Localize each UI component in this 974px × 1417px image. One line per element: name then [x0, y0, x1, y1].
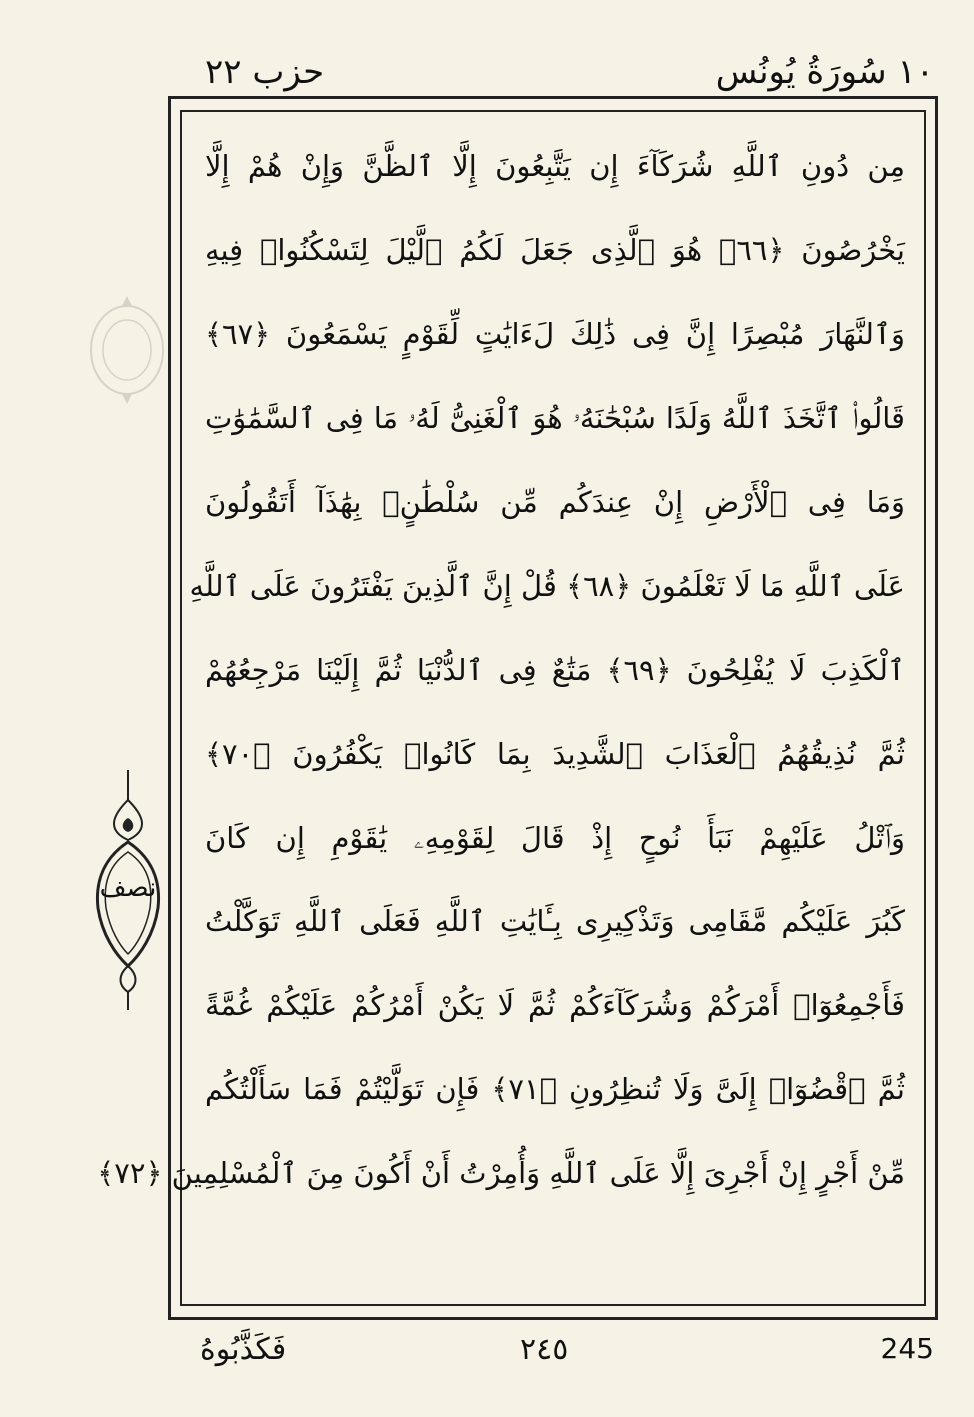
catchword: فَكَذَّبُوهُ [200, 1332, 287, 1367]
page-footer [0, 1332, 974, 1382]
text-line-8: ثُمَّ نُذِيقُهُمُ ٱلْعَذَابَ ٱلشَّدِيدَ بِمَا كَانُوا۟ يَكْفُرُونَ ﴿٧٠﴾ [205, 736, 905, 771]
page-number-arabic: ٢٤٥ [520, 1332, 569, 1367]
hizb-label: حزب ٢٢ [205, 52, 325, 92]
text-line-13: مِّنْ أَجْرٍ إِنْ أَجْرِىَ إِلَّا عَلَى ٱللَّهِ وَأُمِرْتُ أَنْ أَكُونَ مِنَ ٱلْمُسْلِمِينَ ﴿٧٢﴾ [97, 1156, 905, 1191]
text-line-14 [205, 1216, 905, 1300]
text-line-7: ٱلْكَذِبَ لَا يُفْلِحُونَ ﴿٦٩﴾ مَتَٰعٌ فِى ٱلدُّنْيَا ثُمَّ إِلَيْنَا مَرْجِعُهُمْ [205, 652, 905, 687]
text-line-2: يَخْرُصُونَ ﴿٦٦﴾ هُوَ ٱلَّذِى جَعَلَ لَكُمُ ٱلَّيْلَ لِتَسْكُنُوا۟ فِيهِ [205, 233, 905, 268]
hizb-half-marker [88, 770, 168, 1010]
text-line-3: وَٱلنَّهَارَ مُبْصِرًا إِنَّ فِى ذَٰلِكَ لَءَايَٰتٍ لِّقَوْمٍ يَسْمَعُونَ ﴿٦٧﴾ [205, 317, 905, 352]
faded-ornament-icon [82, 290, 172, 410]
hizb-half-label: نصف [99, 873, 157, 903]
text-line-9: وَٱتْلُ عَلَيْهِمْ نَبَأَ نُوحٍ إِذْ قَالَ لِقَوْمِهِۦ يَٰقَوْمِ إِن كَانَ [205, 820, 905, 855]
page-header [0, 48, 974, 98]
text-line-12: ثُمَّ ٱقْضُوٓا۟ إِلَىَّ وَلَا تُنظِرُونِ ﴿٧١﴾ فَإِن تَوَلَّيْتُمْ فَمَا سَأَلْتُكُم [205, 1072, 905, 1107]
text-line-4: قَالُوا۟ ٱتَّخَذَ ٱللَّهُ وَلَدًا سُبْحَٰنَهُۥ هُوَ ٱلْغَنِىُّ لَهُۥ مَا فِى ٱلسَّمَٰوَٰتِ [205, 401, 905, 436]
text-line-1: مِن دُونِ ٱللَّهِ شُرَكَآءَ إِن يَتَّبِعُونَ إِلَّا ٱلظَّنَّ وَإِنْ هُمْ إِلَّا [205, 149, 905, 184]
text-line-5: وَمَا فِى ٱلْأَرْضِ إِنْ عِندَكُم مِّن سُلْطَٰنٍۭ بِهَٰذَآ أَتَقُولُونَ [205, 485, 905, 519]
text-line-6: عَلَى ٱللَّهِ مَا لَا تَعْلَمُونَ ﴿٦٨﴾ قُلْ إِنَّ ٱلَّذِينَ يَفْتَرُونَ عَلَى ٱللَّهِ [189, 568, 905, 603]
page-number-latin: 245 [880, 1332, 934, 1365]
text-line-10: كَبُرَ عَلَيْكُم مَّقَامِى وَتَذْكِيرِى بِـَٔايَٰتِ ٱللَّهِ فَعَلَى ٱللَّهِ تَوَكَّلْتُ [205, 904, 905, 939]
text-line-11: فَأَجْمِعُوٓا۟ أَمْرَكُمْ وَشُرَكَآءَكُمْ ثُمَّ لَا يَكُنْ أَمْرُكُمْ عَلَيْكُمْ غُمَّةً [205, 988, 905, 1023]
surah-title: ١٠ سُورَةُ يُونُس [715, 52, 934, 92]
